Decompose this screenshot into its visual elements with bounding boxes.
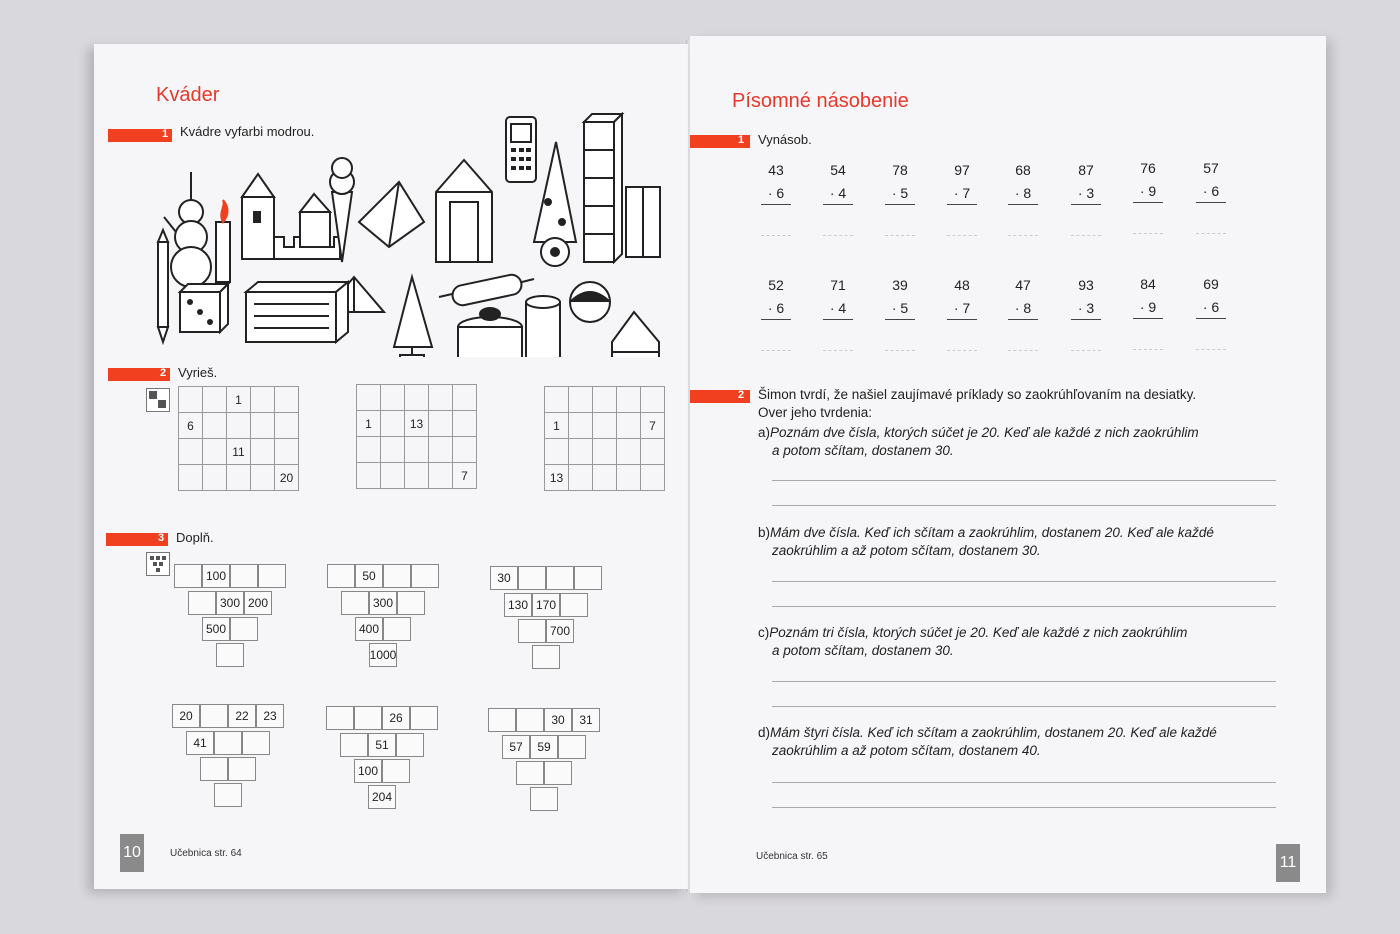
grid-cell[interactable]	[545, 387, 569, 413]
pyramid-cell[interactable]	[396, 733, 424, 757]
pyramid-cell[interactable]: 20	[172, 704, 200, 728]
grid-cell[interactable]	[251, 439, 275, 465]
statement-letter: a)	[758, 425, 771, 440]
pyramid-cell[interactable]: 30	[490, 566, 518, 590]
task-number: 3	[158, 532, 165, 544]
statement-line: zaokrúhlim a až potom sčítam, dostanem 30.	[772, 543, 1041, 558]
multiplication-problem: 57 · 6	[1191, 156, 1231, 234]
grid-cell[interactable]	[429, 411, 453, 437]
ball-icon	[570, 282, 610, 322]
pyramid-cell[interactable]	[200, 704, 228, 728]
grid-cell[interactable]	[275, 387, 299, 413]
pyramid-cell[interactable]	[230, 564, 258, 588]
grid-cell[interactable]	[405, 437, 429, 463]
grid-cell[interactable]	[569, 465, 593, 491]
pyramid-cell[interactable]	[228, 757, 256, 781]
pyramid-cell[interactable]	[532, 645, 560, 669]
task-number: 1	[738, 134, 745, 146]
rolling-pin-icon	[439, 273, 534, 307]
statement-letter: b)	[758, 525, 771, 540]
grid-cell[interactable]: 1	[357, 411, 381, 437]
pyramid-cell[interactable]	[518, 619, 546, 643]
number-pyramid	[488, 708, 608, 818]
snowman-icon	[164, 172, 211, 287]
textbook-reference: Učebnica str. 64	[170, 848, 242, 859]
prism-icon	[436, 160, 492, 262]
pyramid-cell[interactable]: 57	[502, 735, 530, 759]
grid-cell[interactable]	[593, 465, 617, 491]
tower-icon	[242, 174, 274, 259]
grid-cell[interactable]: 13	[405, 411, 429, 437]
page-title: Kváder	[156, 84, 220, 106]
grid-cell[interactable]	[251, 413, 275, 439]
grid-cell[interactable]	[227, 465, 251, 491]
pyramid-cell[interactable]: 204	[368, 785, 396, 809]
pyramid-cell[interactable]	[574, 566, 602, 590]
grid-cell[interactable]	[179, 465, 203, 491]
grid-cell[interactable]	[381, 463, 405, 489]
answer-line[interactable]	[772, 480, 1276, 481]
number-pyramid	[490, 566, 610, 676]
grid-cell[interactable]	[569, 413, 593, 439]
pot-icon	[458, 308, 522, 357]
pyramid-cell[interactable]	[258, 564, 286, 588]
pyramid-cell[interactable]	[530, 787, 558, 811]
pyramid-cell[interactable]	[341, 591, 369, 615]
pyramid-cell[interactable]	[383, 564, 411, 588]
grid-cell[interactable]	[405, 385, 429, 411]
clown-icon	[534, 142, 576, 266]
pyramid-cell[interactable]: 500	[202, 617, 230, 641]
pyramid-cell[interactable]	[174, 564, 202, 588]
answer-line[interactable]	[772, 706, 1276, 707]
grid-cell[interactable]	[357, 463, 381, 489]
grid-cell[interactable]: 20	[275, 465, 299, 491]
grid-cell[interactable]: 1	[545, 413, 569, 439]
grid-cell[interactable]	[227, 413, 251, 439]
statement-line: Poznám tri čísla, ktorých súčet je 20. Keď ale každé z nich zaokrúhlim	[769, 625, 1188, 640]
pyramid-cell[interactable]: 300	[369, 591, 397, 615]
grid-cell[interactable]	[453, 385, 477, 411]
number-grid	[544, 386, 665, 491]
grid-cell[interactable]	[453, 411, 477, 437]
castle-icon	[274, 194, 340, 259]
pyramid-cell[interactable]: 200	[244, 591, 272, 615]
multiplication-problem: 68 · 8	[1003, 158, 1043, 236]
multiplication-problem: 69 · 6	[1191, 272, 1231, 350]
grid-cell[interactable]: 7	[453, 463, 477, 489]
left-page	[94, 44, 688, 889]
task-number: 2	[738, 389, 745, 401]
grid-cell[interactable]: 7	[641, 413, 665, 439]
pyramid-cell[interactable]	[214, 783, 242, 807]
statement-line: Mám štyri čísla. Keď ich sčítam a zaokrúhlim, dostanem 20. Keď ale každé	[770, 725, 1217, 740]
grid-cell[interactable]	[251, 387, 275, 413]
pyramid-cell[interactable]	[327, 564, 355, 588]
grid-cell[interactable]	[179, 387, 203, 413]
pyramid-cell[interactable]	[410, 706, 438, 730]
cylinder-icon	[526, 296, 560, 357]
tall-cuboid-icon	[584, 114, 622, 262]
answer-line[interactable]	[772, 505, 1276, 506]
pyramid-cell[interactable]	[188, 591, 216, 615]
task-instruction-line2: Over jeho tvrdenia:	[758, 405, 873, 420]
number-pyramid	[327, 564, 447, 674]
grid-cell[interactable]	[381, 411, 405, 437]
grid-cell[interactable]	[381, 385, 405, 411]
pyramid-cell[interactable]: 22	[228, 704, 256, 728]
pyramid-cell[interactable]	[340, 733, 368, 757]
task-instruction: Vyrieš.	[178, 365, 218, 380]
number-grid	[178, 386, 299, 491]
grid-cell[interactable]	[617, 413, 641, 439]
grid-cell[interactable]	[641, 439, 665, 465]
grid-cell[interactable]: 13	[545, 465, 569, 491]
pyramid-cell[interactable]	[516, 708, 544, 732]
grid-cell[interactable]	[641, 465, 665, 491]
phone-icon	[506, 117, 536, 182]
pyramid-cell[interactable]	[411, 564, 439, 588]
grid-cell[interactable]	[357, 385, 381, 411]
number-grid	[356, 384, 477, 489]
grid-cell[interactable]	[617, 439, 641, 465]
pyramid-cell[interactable]: 59	[530, 735, 558, 759]
multiplication-problem: 87 · 3	[1066, 158, 1106, 236]
statement-c	[758, 624, 1278, 660]
pyramid-cell[interactable]	[560, 593, 588, 617]
difficulty-icon	[146, 552, 170, 576]
grid-cell[interactable]: 11	[227, 439, 251, 465]
pyramid-cell[interactable]	[200, 757, 228, 781]
textbook-reference: Učebnica str. 65	[756, 851, 828, 862]
statement-line: Poznám dve čísla, ktorých súčet je 20. Keď ale každé z nich zaokrúhlim	[770, 425, 1199, 440]
multiplication-problem: 71 · 4	[818, 273, 858, 351]
grid-cell[interactable]	[593, 413, 617, 439]
pyramid-cell[interactable]	[558, 735, 586, 759]
pyramid-cell[interactable]	[242, 731, 270, 755]
pyramid-cell[interactable]	[230, 617, 258, 641]
pyramid-cell[interactable]	[488, 708, 516, 732]
pyramid-cell[interactable]: 26	[382, 706, 410, 730]
pyramid-cell[interactable]	[397, 591, 425, 615]
task-instruction: Šimon tvrdí, že našiel zaujímavé príklady so zaokrúhľovaním na desiatky.	[758, 387, 1197, 402]
multiplication-problem: 48 · 7	[942, 273, 982, 351]
die-icon	[180, 284, 228, 332]
multiplication-problem: 52 · 6	[756, 273, 796, 351]
grid-cell[interactable]	[381, 437, 405, 463]
grid-cell[interactable]	[203, 439, 227, 465]
pencil-icon	[158, 230, 168, 342]
house-icon	[612, 312, 659, 357]
pyramid-cell[interactable]: 23	[256, 704, 284, 728]
pyramid-cell[interactable]	[546, 566, 574, 590]
pyramid-cell[interactable]: 51	[368, 733, 396, 757]
shapes-illustration	[154, 112, 674, 357]
statement-line: Mám dve čísla. Keď ich sčítam a zaokrúhlim, dostanem 20. Keď ale každé	[770, 525, 1214, 540]
grid-cell[interactable]	[429, 437, 453, 463]
pyramid-cell[interactable]: 170	[532, 593, 560, 617]
pyramid-cell[interactable]	[216, 643, 244, 667]
pyramid-cell[interactable]	[544, 761, 572, 785]
statement-line: a potom sčítam, dostanem 30.	[772, 443, 954, 458]
pyramid-cell[interactable]: 41	[186, 731, 214, 755]
grid-cell[interactable]	[617, 465, 641, 491]
tree-icon	[394, 277, 432, 357]
pyramid-cell[interactable]	[354, 706, 382, 730]
pyramid-cell[interactable]: 130	[504, 593, 532, 617]
task-number: 1	[162, 128, 169, 140]
pyramid-cell[interactable]: 100	[354, 759, 382, 783]
pyramid-cell[interactable]: 1000	[369, 643, 397, 667]
wardrobe-icon	[626, 187, 660, 257]
pyramid-cell[interactable]: 30	[544, 708, 572, 732]
multiplication-problem: 39 · 5	[880, 273, 920, 351]
number-pyramid	[326, 706, 446, 816]
page-number: 11	[1276, 844, 1300, 882]
grid-cell[interactable]	[453, 437, 477, 463]
number-pyramid	[172, 704, 292, 814]
grid-cell[interactable]: 6	[179, 413, 203, 439]
statement-a	[758, 424, 1278, 460]
grid-cell[interactable]	[593, 439, 617, 465]
statement-line: zaokrúhlim a až potom sčítam, dostanem 40.	[772, 743, 1041, 758]
multiplication-problem: 78 · 5	[880, 158, 920, 236]
grid-cell[interactable]	[429, 463, 453, 489]
answer-line[interactable]	[772, 782, 1276, 783]
pyramid-cell[interactable]	[518, 566, 546, 590]
multiplication-problem: 97 · 7	[942, 158, 982, 236]
grid-cell[interactable]	[569, 387, 593, 413]
page-number: 10	[120, 834, 144, 872]
multiplication-problem: 47 · 8	[1003, 273, 1043, 351]
answer-line[interactable]	[772, 807, 1276, 808]
answer-line[interactable]	[772, 681, 1276, 682]
right-page	[690, 36, 1326, 893]
grid-cell[interactable]	[179, 439, 203, 465]
grid-cell[interactable]	[405, 463, 429, 489]
radiator-icon	[246, 282, 348, 342]
grid-cell[interactable]	[275, 413, 299, 439]
grid-cell[interactable]	[569, 439, 593, 465]
grid-cell[interactable]	[545, 439, 569, 465]
pyramid-cell[interactable]	[326, 706, 354, 730]
statement-line: a potom sčítam, dostanem 30.	[772, 643, 954, 658]
number-pyramid	[174, 564, 294, 674]
grid-cell[interactable]: 1	[227, 387, 251, 413]
grid-cell[interactable]	[617, 387, 641, 413]
candle-icon	[216, 200, 230, 282]
grid-cell[interactable]	[251, 465, 275, 491]
multiplication-problem: 54 · 4	[818, 158, 858, 236]
pyramid-cell[interactable]	[383, 617, 411, 641]
pyramid-cell[interactable]: 300	[216, 591, 244, 615]
multiplication-problem: 84 · 9	[1128, 272, 1168, 350]
difficulty-icon	[146, 388, 170, 412]
pyramid-cell[interactable]: 31	[572, 708, 600, 732]
grid-cell[interactable]	[429, 385, 453, 411]
pyramid-cell[interactable]	[382, 759, 410, 783]
pyramid-cell[interactable]: 400	[355, 617, 383, 641]
answer-line[interactable]	[772, 606, 1276, 607]
statement-d	[758, 724, 1278, 760]
grid-cell[interactable]	[203, 387, 227, 413]
statement-letter: c)	[758, 625, 770, 640]
statement-b	[758, 524, 1278, 560]
grid-cell[interactable]	[203, 465, 227, 491]
pyramid-cell[interactable]: 100	[202, 564, 230, 588]
pyramid-cell[interactable]	[214, 731, 242, 755]
multiplication-problem: 43 · 6	[756, 158, 796, 236]
pyramid-cell[interactable]	[516, 761, 544, 785]
grid-cell[interactable]	[593, 387, 617, 413]
pyramid-cell[interactable]: 700	[546, 619, 574, 643]
page-title: Písomné násobenie	[732, 90, 909, 112]
multiplication-problem: 93 · 3	[1066, 273, 1106, 351]
grid-cell[interactable]	[357, 437, 381, 463]
pyramid-cell[interactable]: 50	[355, 564, 383, 588]
pyramid-icon	[359, 182, 424, 247]
statement-letter: d)	[758, 725, 771, 740]
grid-cell[interactable]	[641, 387, 665, 413]
grid-cell[interactable]	[203, 413, 227, 439]
multiplication-problem: 76 · 9	[1128, 156, 1168, 234]
task-instruction: Kvádre vyfarbi modrou.	[180, 124, 315, 139]
answer-line[interactable]	[772, 581, 1276, 582]
task-number: 2	[160, 367, 167, 379]
task-instruction: Doplň.	[176, 530, 214, 545]
grid-cell[interactable]	[275, 439, 299, 465]
task-instruction: Vynásob.	[758, 132, 812, 147]
